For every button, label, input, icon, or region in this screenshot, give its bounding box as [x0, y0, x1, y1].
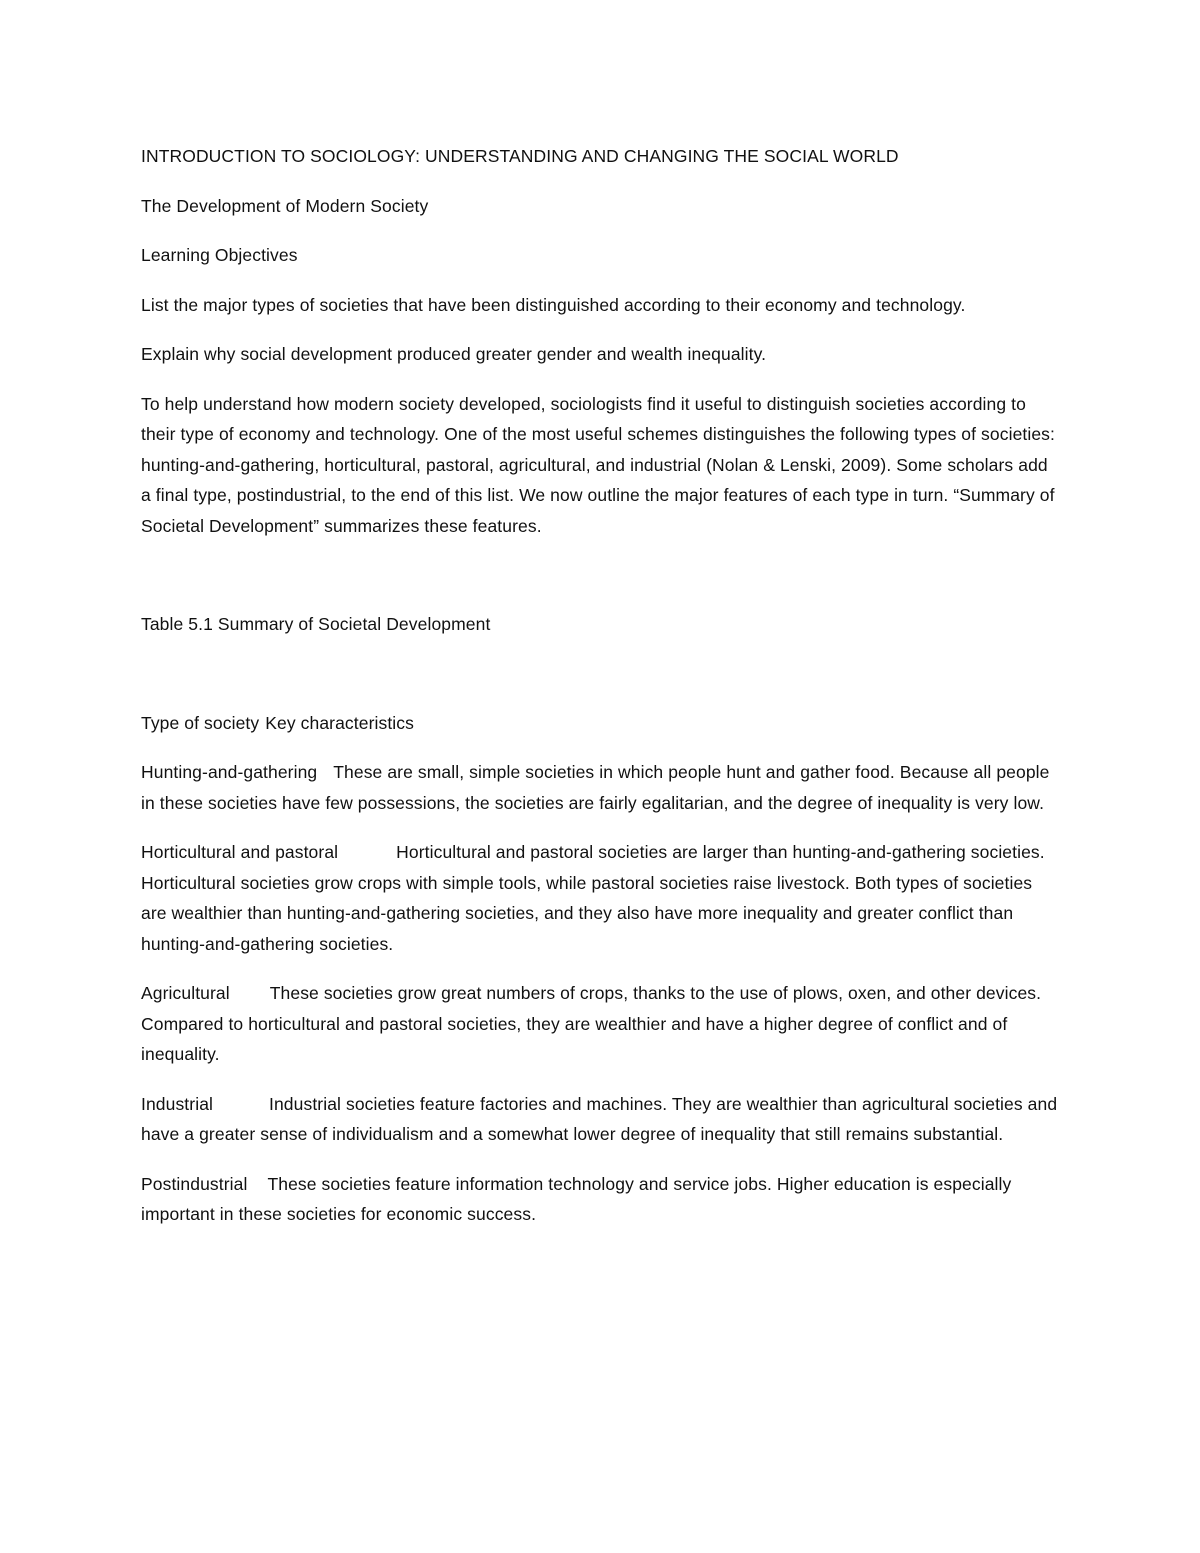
society-type: Postindustrial — [141, 1173, 248, 1194]
society-description: These are small, simple societies in which people hunt and gather food. Because all people in these societies have few possessions, the societies are fairly egalitarian, and the degree of inequality is very low. — [141, 762, 1050, 813]
table-row — [141, 1089, 1061, 1150]
intro-paragraph: To help understand how modern society developed, sociologists find it useful to distinguish societies according to their type of economy and technology. One of the most useful schemes distinguishes the following types of societies: hunting-and-gathering, horticultural, pastoral, agricultural, and industrial (Nolan & Lenski, 2009). Some scholars add a final type, postindustrial, to the end of this list. We now outline the major features of each type in turn. “Summary of Societal Development” summarizes these features. — [141, 393, 1055, 536]
table-row — [141, 1169, 1061, 1230]
section-heading: The Development of Modern Society — [141, 195, 429, 216]
objective-item: List the major types of societies that have been distinguished according to their economy and technology. — [141, 294, 966, 315]
document-title: INTRODUCTION TO SOCIOLOGY: UNDERSTANDING AND CHANGING THE SOCIAL WORLD — [141, 146, 899, 166]
society-type: Industrial — [141, 1093, 214, 1114]
table-header-type: Type of society — [141, 712, 260, 733]
table-header-row — [141, 708, 1061, 739]
document-body — [141, 141, 1061, 1249]
blank-line — [141, 560, 1061, 609]
table-row — [141, 837, 1061, 959]
objectives-heading: Learning Objectives — [141, 245, 298, 265]
table-caption: Table 5.1 Summary of Societal Development — [141, 614, 491, 634]
society-description: Horticultural and pastoral societies are larger than hunting-and-gathering societies. Horticultural societies grow crops with simple tools, while pastoral societies raise livestock. Both types of societies are wealthier than hunting-and-gathering societies, and they also have more inequality and greater conflict than hunting-and-gathering societies. — [141, 842, 1045, 954]
society-type: Agricultural — [141, 983, 230, 1003]
society-description: These societies feature information technology and service jobs. Higher education is especially important in these societies for economic success. — [141, 1173, 1012, 1224]
table-row — [141, 978, 1061, 1070]
society-type: Hunting-and-gathering — [141, 762, 318, 782]
society-description: Industrial societies feature factories and machines. They are wealthier than agricultural societies and have a greater sense of individualism and a somewhat lower degree of inequality that still remains substantial. — [141, 1093, 1058, 1144]
society-description: These societies grow great numbers of crops, thanks to the use of plows, oxen, and other devices. Compared to horticultural and pastoral societies, they are wealthier and have a higher degree of conflict and of inequality. — [141, 983, 1042, 1064]
blank-line — [141, 659, 1061, 708]
table-header-characteristics: Key characteristics — [265, 712, 414, 733]
table-row — [141, 757, 1061, 818]
society-type: Horticultural and pastoral — [141, 842, 339, 862]
objective-item: Explain why social development produced greater gender and wealth inequality. — [141, 344, 767, 364]
